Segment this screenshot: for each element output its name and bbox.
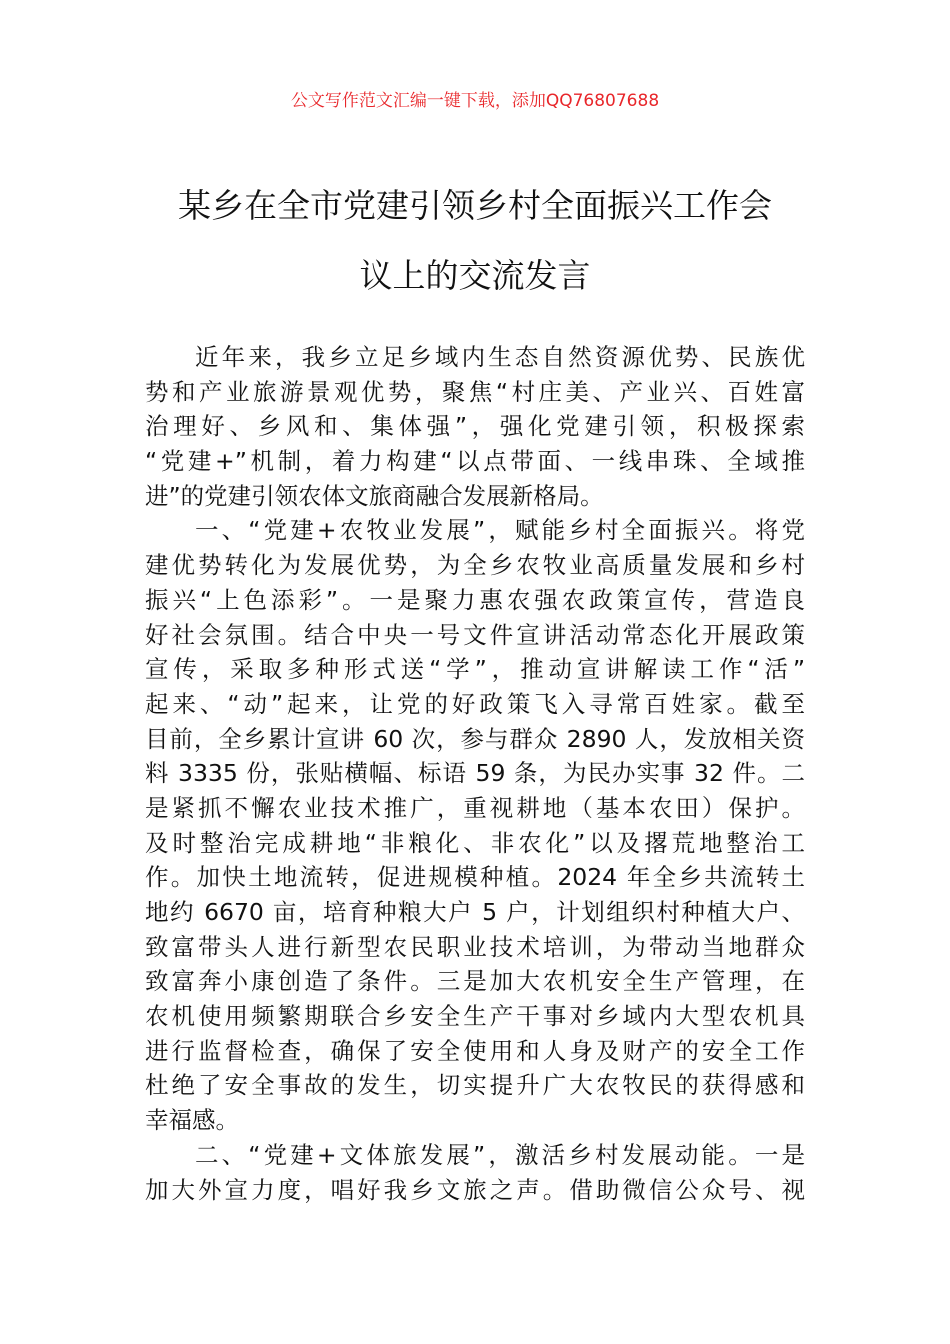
paragraph-line: 建优势转化为发展优势，为全乡农牧业高质量发展和乡村 xyxy=(145,551,805,580)
paragraph-line: “党建+”机制，着力构建“以点带面、一线串珠、全域推 xyxy=(145,447,805,476)
paragraph-line: 目前，全乡累计宣讲 60 次，参与群众 2890 人，发放相关资 xyxy=(145,724,805,753)
paragraph-line: 起来、“动”起来，让党的好政策飞入寻常百姓家。截至 xyxy=(145,689,805,718)
watermark-text: 公文写作范文汇编一键下载，添加QQ76807688 xyxy=(290,91,660,111)
paragraph-line: 农机使用频繁期联合乡安全生产干事对乡域内大型农机具 xyxy=(145,1002,805,1031)
paragraph-line: 及时整治完成耕地“非粮化、非农化”以及撂荒地整治工 xyxy=(145,828,805,857)
paragraph-line: 一、“党建+农牧业发展”，赋能乡村全面振兴。将党 xyxy=(195,516,805,545)
paragraph-line: 振兴“上色添彩”。一是聚力惠农强农政策宣传，营造良 xyxy=(145,585,805,614)
paragraph-line: 杜绝了安全事故的发生，切实提升广大农牧民的获得感和 xyxy=(145,1071,805,1100)
paragraph-line: 致富带头人进行新型农民职业技术培训，为带动当地群众 xyxy=(145,932,805,961)
paragraph xyxy=(145,513,805,1137)
paragraph-line: 加大外宣力度，唱好我乡文旅之声。借助微信公众号、视 xyxy=(145,1175,805,1204)
paragraph-line: 宣传，采取多种形式送“学”，推动宣讲解读工作“活” xyxy=(145,655,805,684)
paragraph-line: 料 3335 份，张贴横幅、标语 59 条，为民办实事 32 件。二 xyxy=(145,759,805,788)
paragraph-line: 进行监督检查，确保了安全使用和人身及财产的安全工作 xyxy=(145,1036,805,1065)
paragraph-line: 近年来，我乡立足乡域内生态自然资源优势、民族优 xyxy=(195,343,805,371)
paragraph-line: 治理好、乡风和、集体强”，强化党建引领，积极探索 xyxy=(145,412,805,441)
document-body xyxy=(145,340,805,1207)
paragraph-line: 幸福感。 xyxy=(145,1106,239,1135)
document-title-line-1: 某乡在全市党建引领乡村全面振兴工作会 xyxy=(178,186,772,225)
paragraph-line: 二、“党建+文体旅发展”，激活乡村发展动能。一是 xyxy=(195,1140,805,1169)
paragraph-line: 进”的党建引领农体文旅商融合发展新格局。 xyxy=(145,481,604,510)
paragraph xyxy=(145,1138,805,1207)
paragraph-line: 致富奔小康创造了条件。三是加大农机安全生产管理，在 xyxy=(145,967,805,996)
paragraph-line: 作。加快土地流转，促进规模种植。2024 年全乡共流转土 xyxy=(145,863,805,892)
paragraph-line: 是紧抓不懈农业技术推广，重视耕地（基本农田）保护。 xyxy=(145,793,805,822)
paragraph xyxy=(145,340,805,513)
document-title-line-2: 议上的交流发言 xyxy=(359,256,591,295)
paragraph-line: 好社会氛围。结合中央一号文件宣讲活动常态化开展政策 xyxy=(145,620,805,649)
paragraph-line: 势和产业旅游景观优势，聚焦“村庄美、产业兴、百姓富 xyxy=(145,377,805,406)
paragraph-line: 地约 6670 亩，培育种粮大户 5 户，计划组织村种植大户、 xyxy=(145,898,805,926)
